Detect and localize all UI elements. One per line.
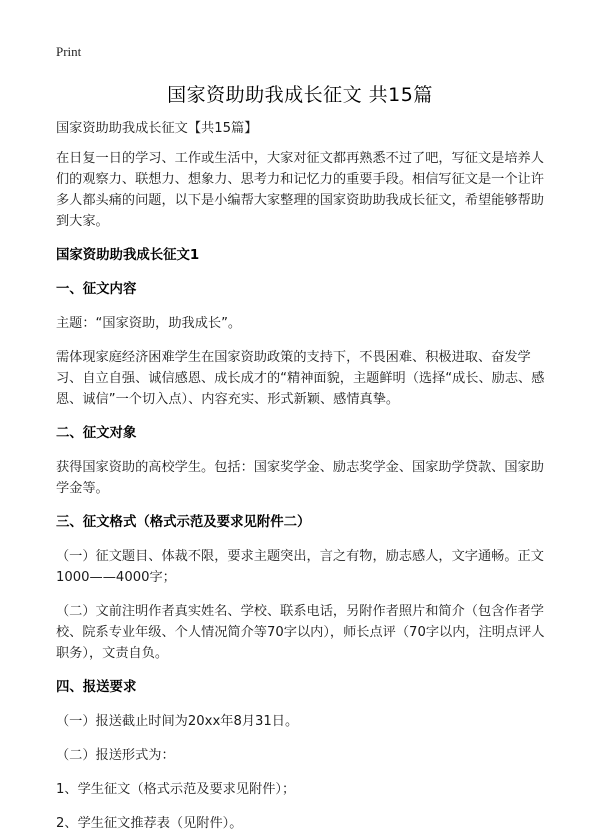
section-3-item-2: （二）文前注明作者真实姓名、学校、联系电话，另附作者照片和简介（包含作者学校、院系专业年级、个人情况简介等70字以内），师长点评（70字以内，注明点评人职务），文责自负。	[56, 604, 545, 661]
essay-heading: 国家资助助我成长征文1	[56, 248, 200, 263]
document-subtitle: 国家资助助我成长征文【共15篇】	[56, 121, 258, 136]
document-title: 国家资助助我成长征文 共15篇	[167, 84, 433, 106]
section-4-item-2: （二）报送形式为：	[56, 748, 175, 763]
section-1-theme: 主题：“国家资助，助我成长”。	[56, 316, 242, 331]
section-2-heading: 二、征文对象	[56, 426, 137, 441]
section-4-item-3: 1、学生征文（格式示范及要求见附件）；	[56, 782, 296, 797]
section-4-heading: 四、报送要求	[56, 680, 137, 695]
intro-paragraph: 在日复一日的学习、工作或生活中，大家对征文都再熟悉不过了吧，写征文是培养人们的观察力、联想力、想象力、思考力和记忆力的重要手段。相信写征文是一个让许多人都头痛的问题，以下是小编帮大家整理的国家资助助我成长征文，希望能够帮助到大家。	[56, 151, 544, 229]
section-3-item-1: （一）征文题目、体裁不限，要求主题突出，言之有物，励志感人，文字通畅。正文1000——4000字；	[56, 549, 544, 585]
section-1-body: 需体现家庭经济困难学生在国家资助政策的支持下，不畏困难、积极进取、奋发学习、自立自强、诚信感恩、成长成才的“精神面貌，主题鲜明（选择“成长、励志、感恩、诚信”一个切入点）、内容充实、形式新颖、感情真挚。	[56, 350, 545, 407]
section-1-heading: 一、征文内容	[56, 282, 137, 297]
section-4-item-4: 2、学生征文推荐表（见附件）。	[56, 816, 243, 831]
section-3-heading: 三、征文格式（格式示范及要求见附件二）	[56, 515, 311, 530]
section-2-body: 获得国家资助的高校学生。包括：国家奖学金、励志奖学金、国家助学贷款、国家助学金等。	[56, 460, 544, 496]
document-body	[56, 118, 548, 834]
print-label: Print	[56, 44, 82, 59]
section-4-item-1: （一）报送截止时间为20xx年8月31日。	[56, 714, 299, 729]
